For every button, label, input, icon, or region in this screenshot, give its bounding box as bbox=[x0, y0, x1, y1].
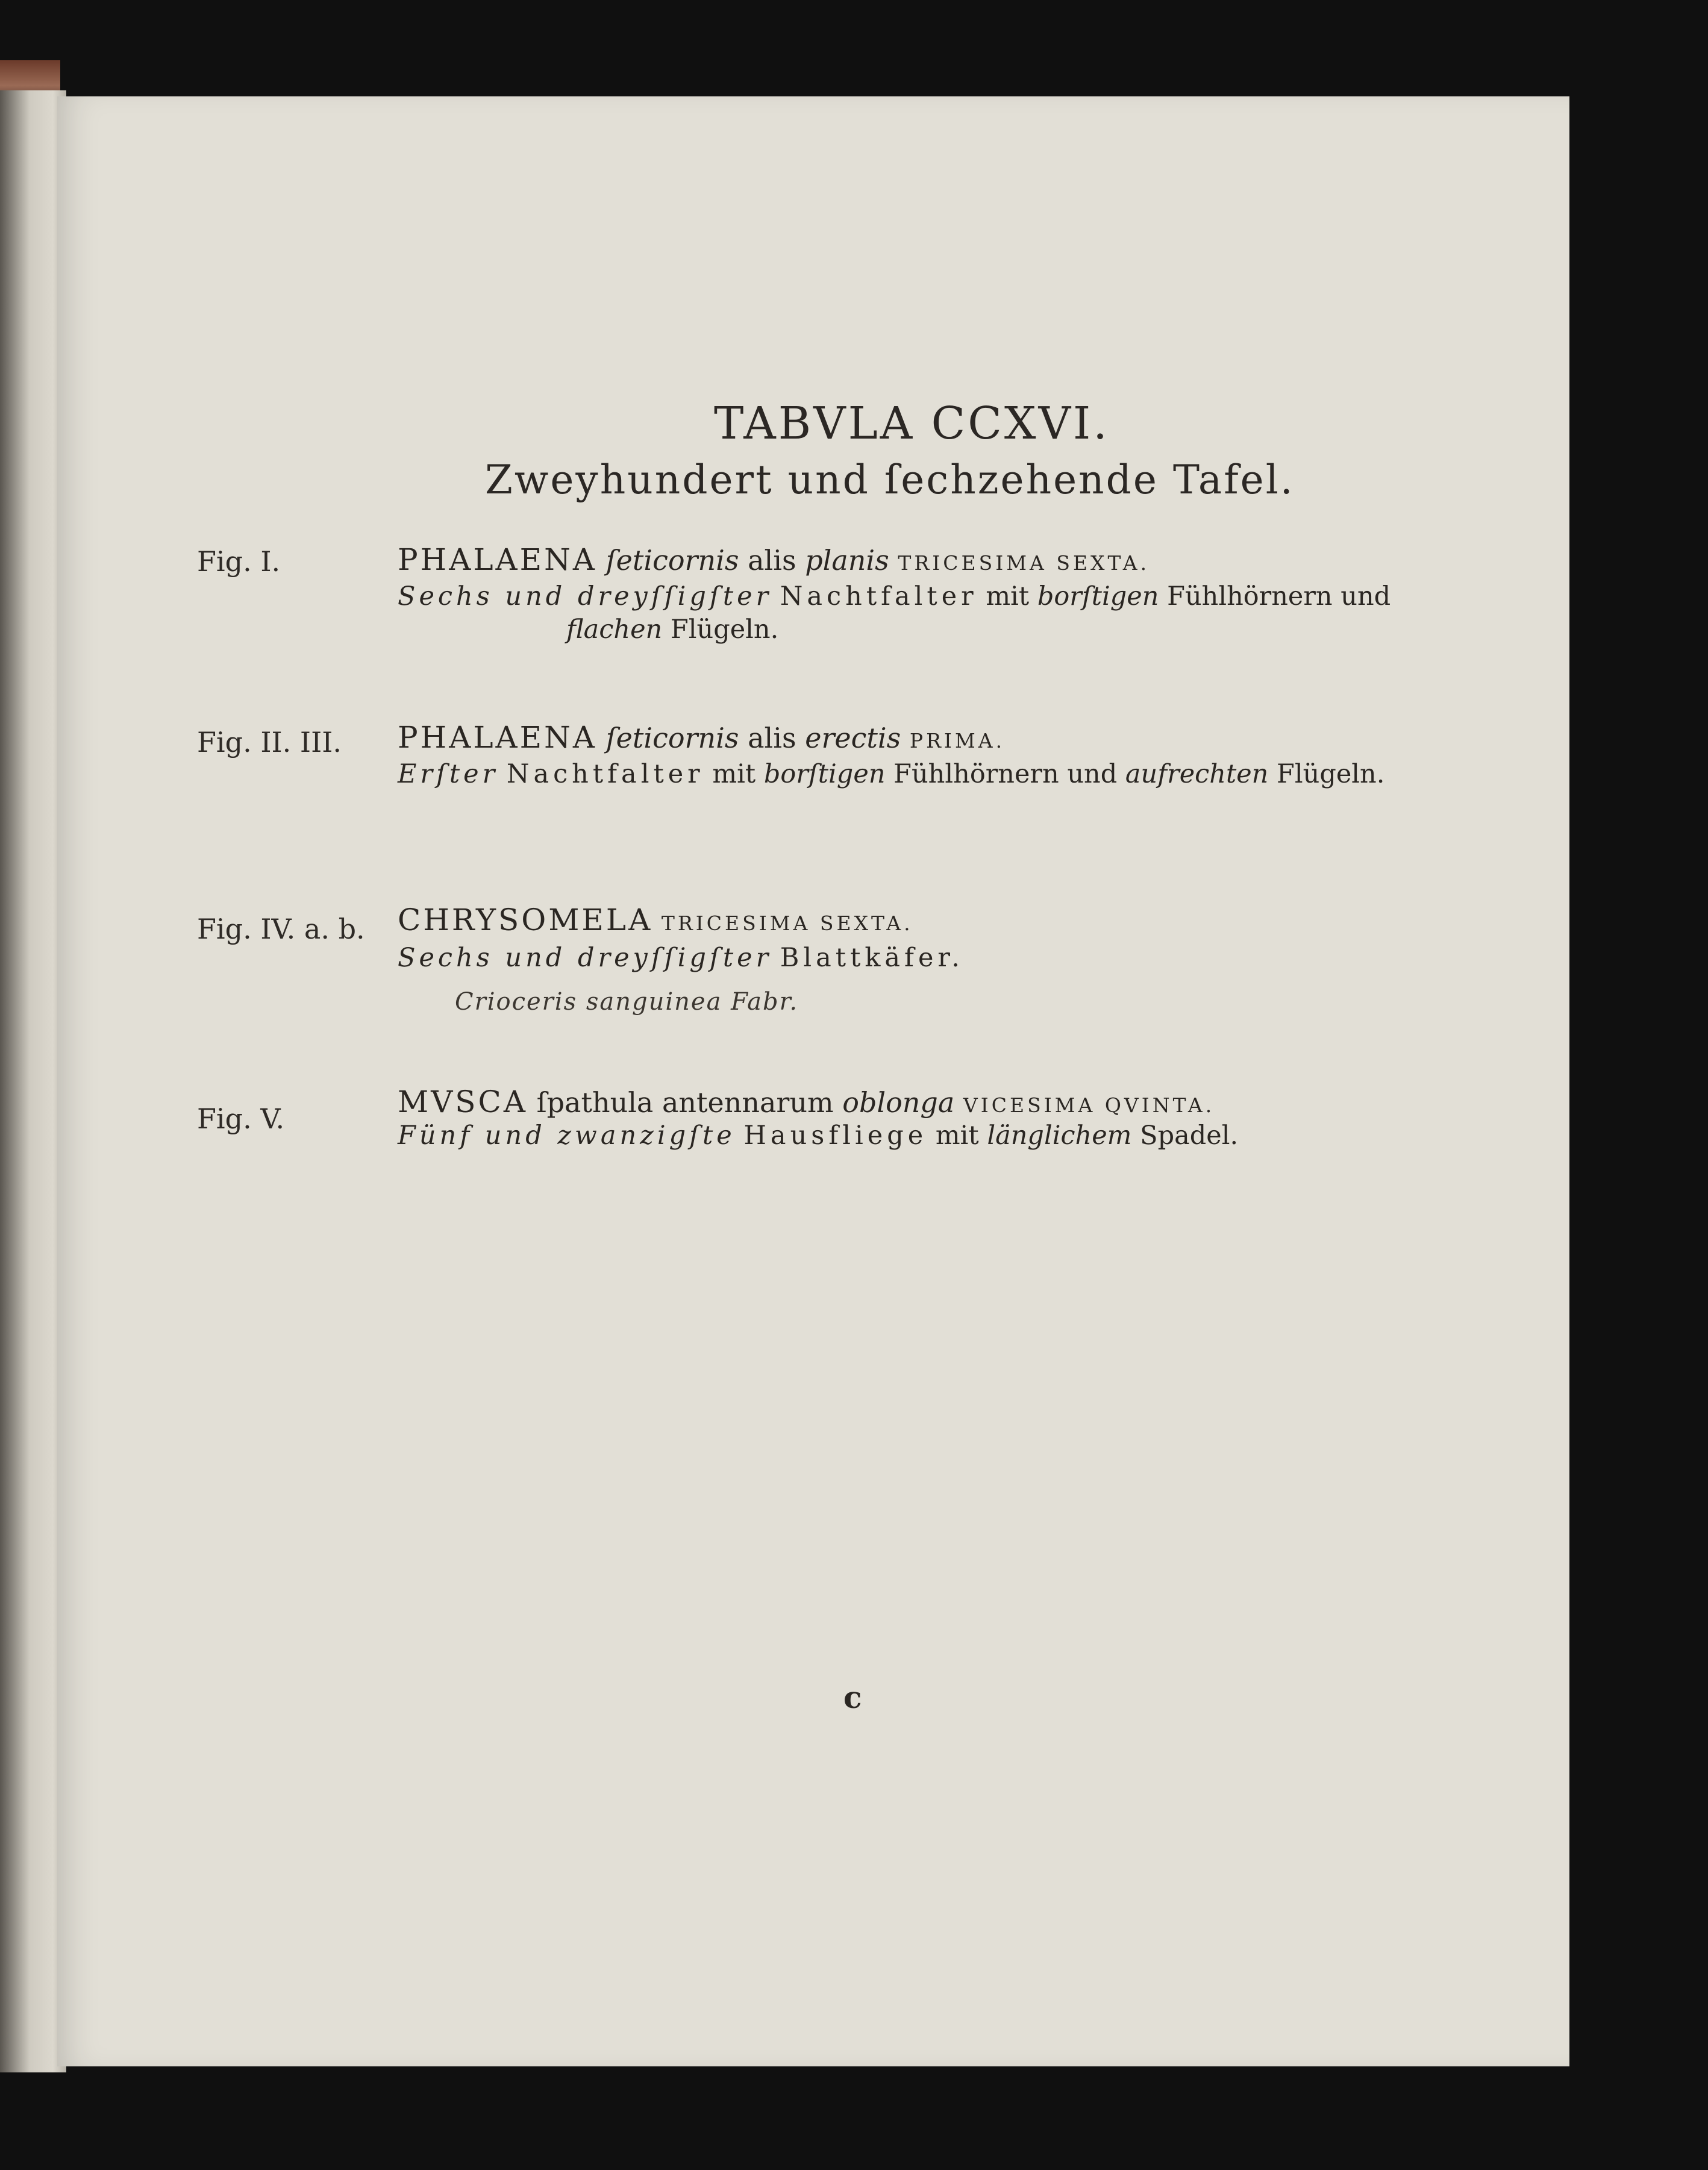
genus-name: PHALAENA bbox=[398, 720, 598, 755]
plate-subtitle: Zweyhundert und ſechzehende Tafel. bbox=[485, 457, 1295, 503]
signature-mark: c bbox=[843, 1680, 862, 1715]
german-description-continued: flachen Flügeln. bbox=[566, 614, 779, 645]
book-page bbox=[57, 96, 1569, 2066]
genus-name: CHRYSOMELA bbox=[398, 902, 653, 937]
german-description: Sechs und dreyſſigſter Blattkäfer. bbox=[398, 943, 964, 973]
german-description: Erſter Nachtfalter mit borſtigen Fühlhörnern und aufrechten Flügeln. bbox=[398, 759, 1385, 789]
figure-label: Fig. II. III. bbox=[197, 726, 342, 758]
latin-description: CHRYSOMELA TRICESIMA SEXTA. bbox=[398, 902, 913, 937]
plate-title: TABVLA CCXVI. bbox=[714, 398, 1110, 449]
figure-label: Fig. IV. a. b. bbox=[197, 913, 365, 945]
latin-description: PHALAENA ſeticornis alis planis TRICESIMA SEXTA. bbox=[398, 542, 1150, 577]
figure-label: Fig. I. bbox=[197, 545, 281, 578]
genus-name: PHALAENA bbox=[398, 542, 598, 577]
latin-description: PHALAENA ſeticornis alis erectis PRIMA. bbox=[398, 720, 1006, 755]
facing-page-edge bbox=[0, 90, 66, 2072]
genus-name: MVSCA bbox=[398, 1084, 528, 1119]
latin-description: MVSCA ſpathula antennarum oblonga VICESIMA QVINTA. bbox=[398, 1084, 1215, 1119]
german-description: Sechs und dreyſſigſter Nachtfalter mit borſtigen Fühlhörnern und bbox=[398, 581, 1391, 611]
handwritten-annotation: Crioceris sanguinea Fabr. bbox=[455, 988, 799, 1016]
german-description: Fünf und zwanzigſte Hausfliege mit länglichem Spadel. bbox=[398, 1121, 1239, 1151]
figure-label: Fig. V. bbox=[197, 1102, 285, 1135]
